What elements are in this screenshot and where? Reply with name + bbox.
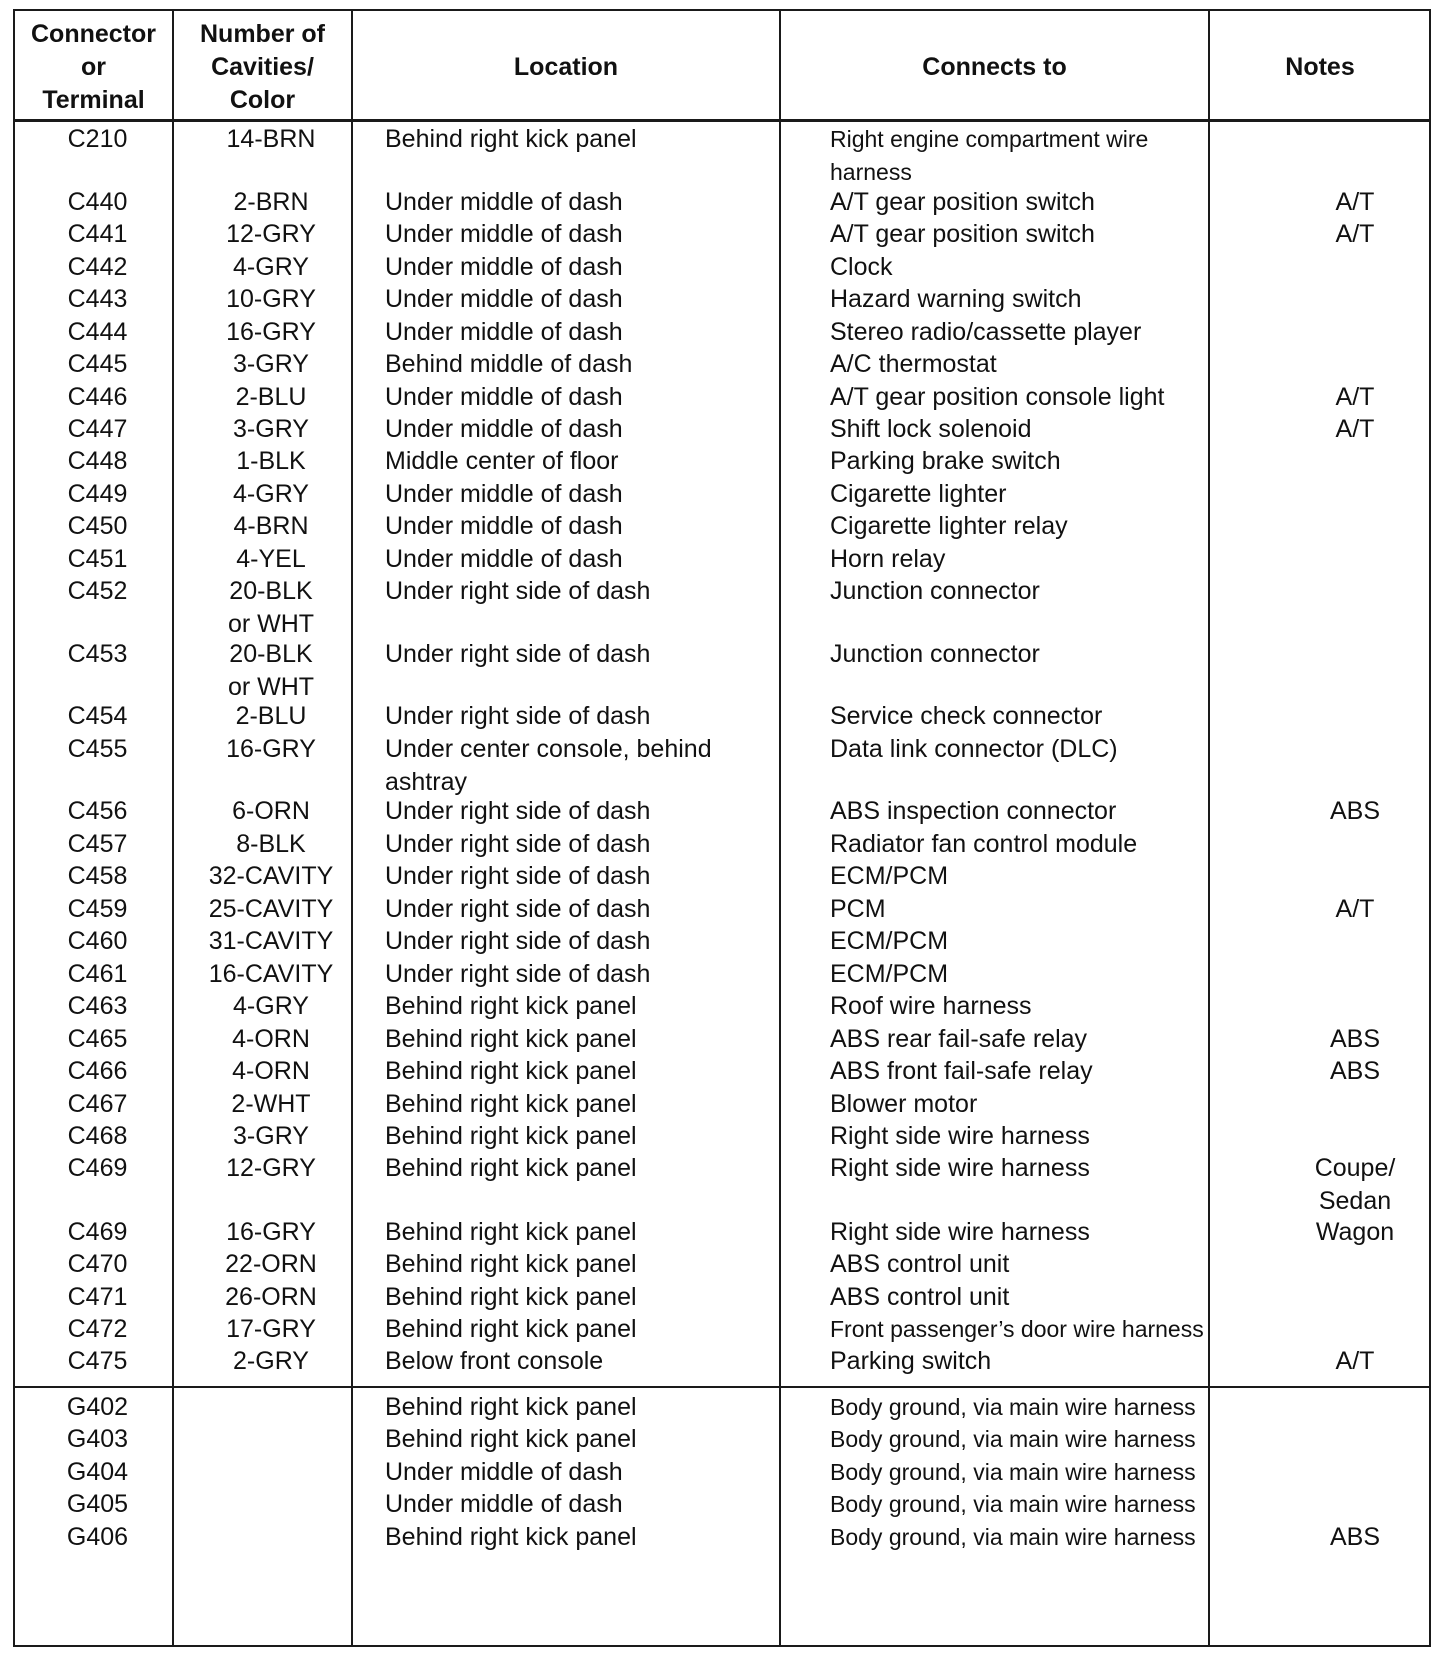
cell-connector: C469 — [67, 1218, 128, 1246]
cell-cavities: 32-CAVITY — [208, 862, 334, 890]
cell-connects-to: ABS control unit — [830, 1250, 1010, 1278]
cell-connector: C459 — [67, 895, 128, 923]
cell-connector: G402 — [66, 1393, 129, 1421]
cell-cavities: 1-BLK — [236, 447, 306, 475]
cell-connector: C442 — [67, 253, 128, 281]
cell-connects-to: ABS rear fail-safe relay — [830, 1025, 1088, 1053]
cell-connector: C452 — [67, 577, 128, 605]
cell-cavities: 20-BLK or WHT — [227, 640, 315, 701]
connector-table — [13, 9, 1431, 1647]
cell-location: Under middle of dash — [385, 285, 623, 313]
cell-location: Under right side of dash — [385, 927, 651, 955]
cell-location: Behind right kick panel — [385, 1393, 637, 1421]
cell-connector: C465 — [67, 1025, 128, 1053]
cell-cavities: 10-GRY — [226, 285, 316, 313]
cell-connects-to: Horn relay — [830, 545, 946, 573]
cell-location: Behind right kick panel — [385, 1218, 637, 1246]
header-location: Location — [513, 52, 619, 81]
cell-notes: ABS — [1329, 797, 1381, 825]
cell-location: Under middle of dash — [385, 480, 623, 508]
cell-location: Under right side of dash — [385, 702, 651, 730]
cell-connects-to: Data link connector (DLC) — [830, 735, 1118, 763]
cell-notes: A/T — [1335, 895, 1375, 923]
cell-location: Behind right kick panel — [385, 1425, 637, 1453]
cell-connects-to: Right side wire harness — [830, 1218, 1090, 1246]
cell-connector: C448 — [67, 447, 128, 475]
cell-location: Under middle of dash — [385, 253, 623, 281]
cell-cavities: 20-BLK or WHT — [227, 577, 315, 638]
cell-location: Behind right kick panel — [385, 992, 637, 1020]
cell-location: Behind right kick panel — [385, 1090, 637, 1118]
cell-location: Under middle of dash — [385, 545, 623, 573]
cell-cavities: 25-CAVITY — [208, 895, 334, 923]
cell-connector: C461 — [67, 960, 128, 988]
cell-notes: ABS — [1329, 1523, 1381, 1551]
cell-location: Under middle of dash — [385, 318, 623, 346]
cell-cavities: 3-GRY — [233, 415, 309, 443]
cell-location: Under center console, behind ashtray — [385, 735, 712, 796]
cell-connects-to: A/C thermostat — [830, 350, 997, 378]
cell-cavities: 14-BRN — [226, 125, 316, 153]
cell-connector: C447 — [67, 415, 128, 443]
cell-connects-to: Cigarette lighter — [830, 480, 1007, 508]
cell-location: Behind right kick panel — [385, 1250, 637, 1278]
cell-location: Behind right kick panel — [385, 1057, 637, 1085]
cell-connector: C444 — [67, 318, 128, 346]
cell-location: Under middle of dash — [385, 1490, 623, 1518]
cell-location: Under right side of dash — [385, 895, 651, 923]
cell-location: Under right side of dash — [385, 577, 651, 605]
cell-cavities: 2-BLU — [235, 702, 307, 730]
cell-cavities: 12-GRY — [226, 1154, 316, 1182]
cell-connector: C460 — [67, 927, 128, 955]
cell-location: Under right side of dash — [385, 862, 651, 890]
cell-connects-to: Junction connector — [830, 577, 1040, 605]
cell-cavities: 4-ORN — [232, 1025, 310, 1053]
cell-connects-to: Hazard warning switch — [830, 285, 1082, 313]
cell-connects-to: Body ground, via main wire harness — [830, 1491, 1196, 1517]
cell-connector: C451 — [67, 545, 128, 573]
cell-connector: C472 — [67, 1315, 128, 1343]
cell-location: Under right side of dash — [385, 830, 651, 858]
cell-connector: C463 — [67, 992, 128, 1020]
cell-notes: Coupe/ Sedan — [1314, 1154, 1396, 1215]
cell-cavities: 4-BRN — [233, 512, 309, 540]
cell-connector: C441 — [67, 220, 128, 248]
cell-connects-to: A/T gear position switch — [830, 188, 1095, 216]
cell-connector: G404 — [66, 1458, 129, 1486]
cell-connector: C454 — [67, 702, 128, 730]
cell-connector: C466 — [67, 1057, 128, 1085]
cell-connects-to: Body ground, via main wire harness — [830, 1426, 1196, 1452]
cell-notes: ABS — [1329, 1025, 1381, 1053]
cell-location: Under middle of dash — [385, 415, 623, 443]
cell-cavities: 4-GRY — [233, 992, 309, 1020]
cell-location: Under middle of dash — [385, 1458, 623, 1486]
cell-cavities: 16-GRY — [226, 735, 316, 763]
cell-connects-to: A/T gear position switch — [830, 220, 1095, 248]
cell-location: Behind right kick panel — [385, 1025, 637, 1053]
cell-connects-to: Right engine compartment wire harness — [830, 126, 1149, 185]
cell-cavities: 2-GRY — [233, 1347, 309, 1375]
cell-connector: C468 — [67, 1122, 128, 1150]
cell-connects-to: Cigarette lighter relay — [830, 512, 1068, 540]
cell-connects-to: Shift lock solenoid — [830, 415, 1032, 443]
cell-location: Under right side of dash — [385, 640, 651, 668]
cell-connects-to: Blower motor — [830, 1090, 978, 1118]
cell-connects-to: Junction connector — [830, 640, 1040, 668]
cell-location: Under middle of dash — [385, 220, 623, 248]
cell-connects-to: Roof wire harness — [830, 992, 1032, 1020]
cell-cavities: 4-ORN — [232, 1057, 310, 1085]
cell-notes: A/T — [1335, 1347, 1375, 1375]
cell-connects-to: Parking switch — [830, 1347, 992, 1375]
cell-location: Below front console — [385, 1347, 604, 1375]
cell-connector: C467 — [67, 1090, 128, 1118]
cell-connector: C458 — [67, 862, 128, 890]
cell-notes: A/T — [1335, 220, 1375, 248]
cell-connector: C453 — [67, 640, 128, 668]
cell-notes: ABS — [1329, 1057, 1381, 1085]
cell-connects-to: ECM/PCM — [830, 862, 949, 890]
cell-location: Middle center of floor — [385, 447, 619, 475]
cell-location: Behind right kick panel — [385, 1122, 637, 1150]
cell-connector: C471 — [67, 1283, 128, 1311]
cell-connector: G403 — [66, 1425, 129, 1453]
cell-location: Behind middle of dash — [385, 350, 633, 378]
cell-connector: C445 — [67, 350, 128, 378]
cell-connects-to: PCM — [830, 895, 886, 923]
cell-cavities: 4-YEL — [236, 545, 306, 573]
cell-cavities: 2-WHT — [231, 1090, 311, 1118]
cell-location: Under right side of dash — [385, 960, 651, 988]
cell-location: Under middle of dash — [385, 512, 623, 540]
cell-connector: C457 — [67, 830, 128, 858]
cell-connects-to: Body ground, via main wire harness — [830, 1394, 1196, 1420]
cell-connects-to: Stereo radio/cassette player — [830, 318, 1142, 346]
cell-location: Under right side of dash — [385, 797, 651, 825]
cell-connector: C450 — [67, 512, 128, 540]
cell-cavities: 8-BLK — [236, 830, 306, 858]
cell-connector: C446 — [67, 383, 128, 411]
cell-connects-to: ABS control unit — [830, 1283, 1010, 1311]
cell-cavities: 12-GRY — [226, 220, 316, 248]
cell-connector: G406 — [66, 1523, 129, 1551]
cell-cavities: 3-GRY — [233, 350, 309, 378]
cell-connector: C470 — [67, 1250, 128, 1278]
cell-connects-to: Body ground, via main wire harness — [830, 1459, 1196, 1485]
cell-location: Behind right kick panel — [385, 1523, 637, 1551]
cell-location: Under middle of dash — [385, 383, 623, 411]
cell-cavities: 4-GRY — [233, 253, 309, 281]
cell-cavities: 16-CAVITY — [208, 960, 334, 988]
header-connector: Connector or Terminal — [31, 19, 156, 114]
cell-cavities: 17-GRY — [226, 1315, 316, 1343]
cell-connects-to: Clock — [830, 253, 893, 281]
cell-cavities: 22-ORN — [225, 1250, 317, 1278]
header-connects-to: Connects to — [922, 52, 1067, 81]
cell-cavities: 31-CAVITY — [208, 927, 334, 955]
cell-connector: C456 — [67, 797, 128, 825]
cell-connector: C443 — [67, 285, 128, 313]
cell-connects-to: Right side wire harness — [830, 1122, 1090, 1150]
cell-location: Behind right kick panel — [385, 125, 637, 153]
cell-cavities: 3-GRY — [233, 1122, 309, 1150]
cell-connector: C449 — [67, 480, 128, 508]
cell-connects-to: Body ground, via main wire harness — [830, 1524, 1196, 1550]
cell-location: Behind right kick panel — [385, 1154, 637, 1182]
cell-connects-to: ECM/PCM — [830, 927, 949, 955]
cell-notes: Wagon — [1315, 1218, 1395, 1246]
cell-connector: C455 — [67, 735, 128, 763]
cell-notes: A/T — [1335, 383, 1375, 411]
cell-connects-to: Right side wire harness — [830, 1154, 1090, 1182]
cell-connector: C210 — [67, 125, 128, 153]
cell-connects-to: Radiator fan control module — [830, 830, 1138, 858]
cell-location: Behind right kick panel — [385, 1283, 637, 1311]
section-divider — [15, 1386, 1429, 1388]
cell-connects-to: A/T gear position console light — [830, 383, 1165, 411]
cell-connector: C469 — [67, 1154, 128, 1182]
cell-connector: C475 — [67, 1347, 128, 1375]
cell-notes: A/T — [1335, 188, 1375, 216]
cell-cavities: 2-BLU — [235, 383, 307, 411]
cell-cavities: 6-ORN — [232, 797, 310, 825]
cell-cavities: 2-BRN — [233, 188, 309, 216]
cell-connector: C440 — [67, 188, 128, 216]
header-cavities: Number of Cavities/ Color — [200, 19, 325, 114]
cell-cavities: 26-ORN — [225, 1283, 317, 1311]
cell-connects-to: Service check connector — [830, 702, 1103, 730]
cell-location: Under middle of dash — [385, 188, 623, 216]
cell-cavities: 16-GRY — [226, 318, 316, 346]
cell-location: Behind right kick panel — [385, 1315, 637, 1343]
header-notes: Notes — [1285, 52, 1355, 81]
cell-connects-to: ECM/PCM — [830, 960, 949, 988]
cell-connects-to: Front passenger’s door wire harness — [830, 1316, 1204, 1342]
cell-cavities: 16-GRY — [226, 1218, 316, 1246]
cell-notes: A/T — [1335, 415, 1375, 443]
cell-connects-to: ABS inspection connector — [830, 797, 1117, 825]
cell-connects-to: ABS front fail-safe relay — [830, 1057, 1093, 1085]
cell-connects-to: Parking brake switch — [830, 447, 1061, 475]
cell-cavities: 4-GRY — [233, 480, 309, 508]
cell-connector: G405 — [66, 1490, 129, 1518]
